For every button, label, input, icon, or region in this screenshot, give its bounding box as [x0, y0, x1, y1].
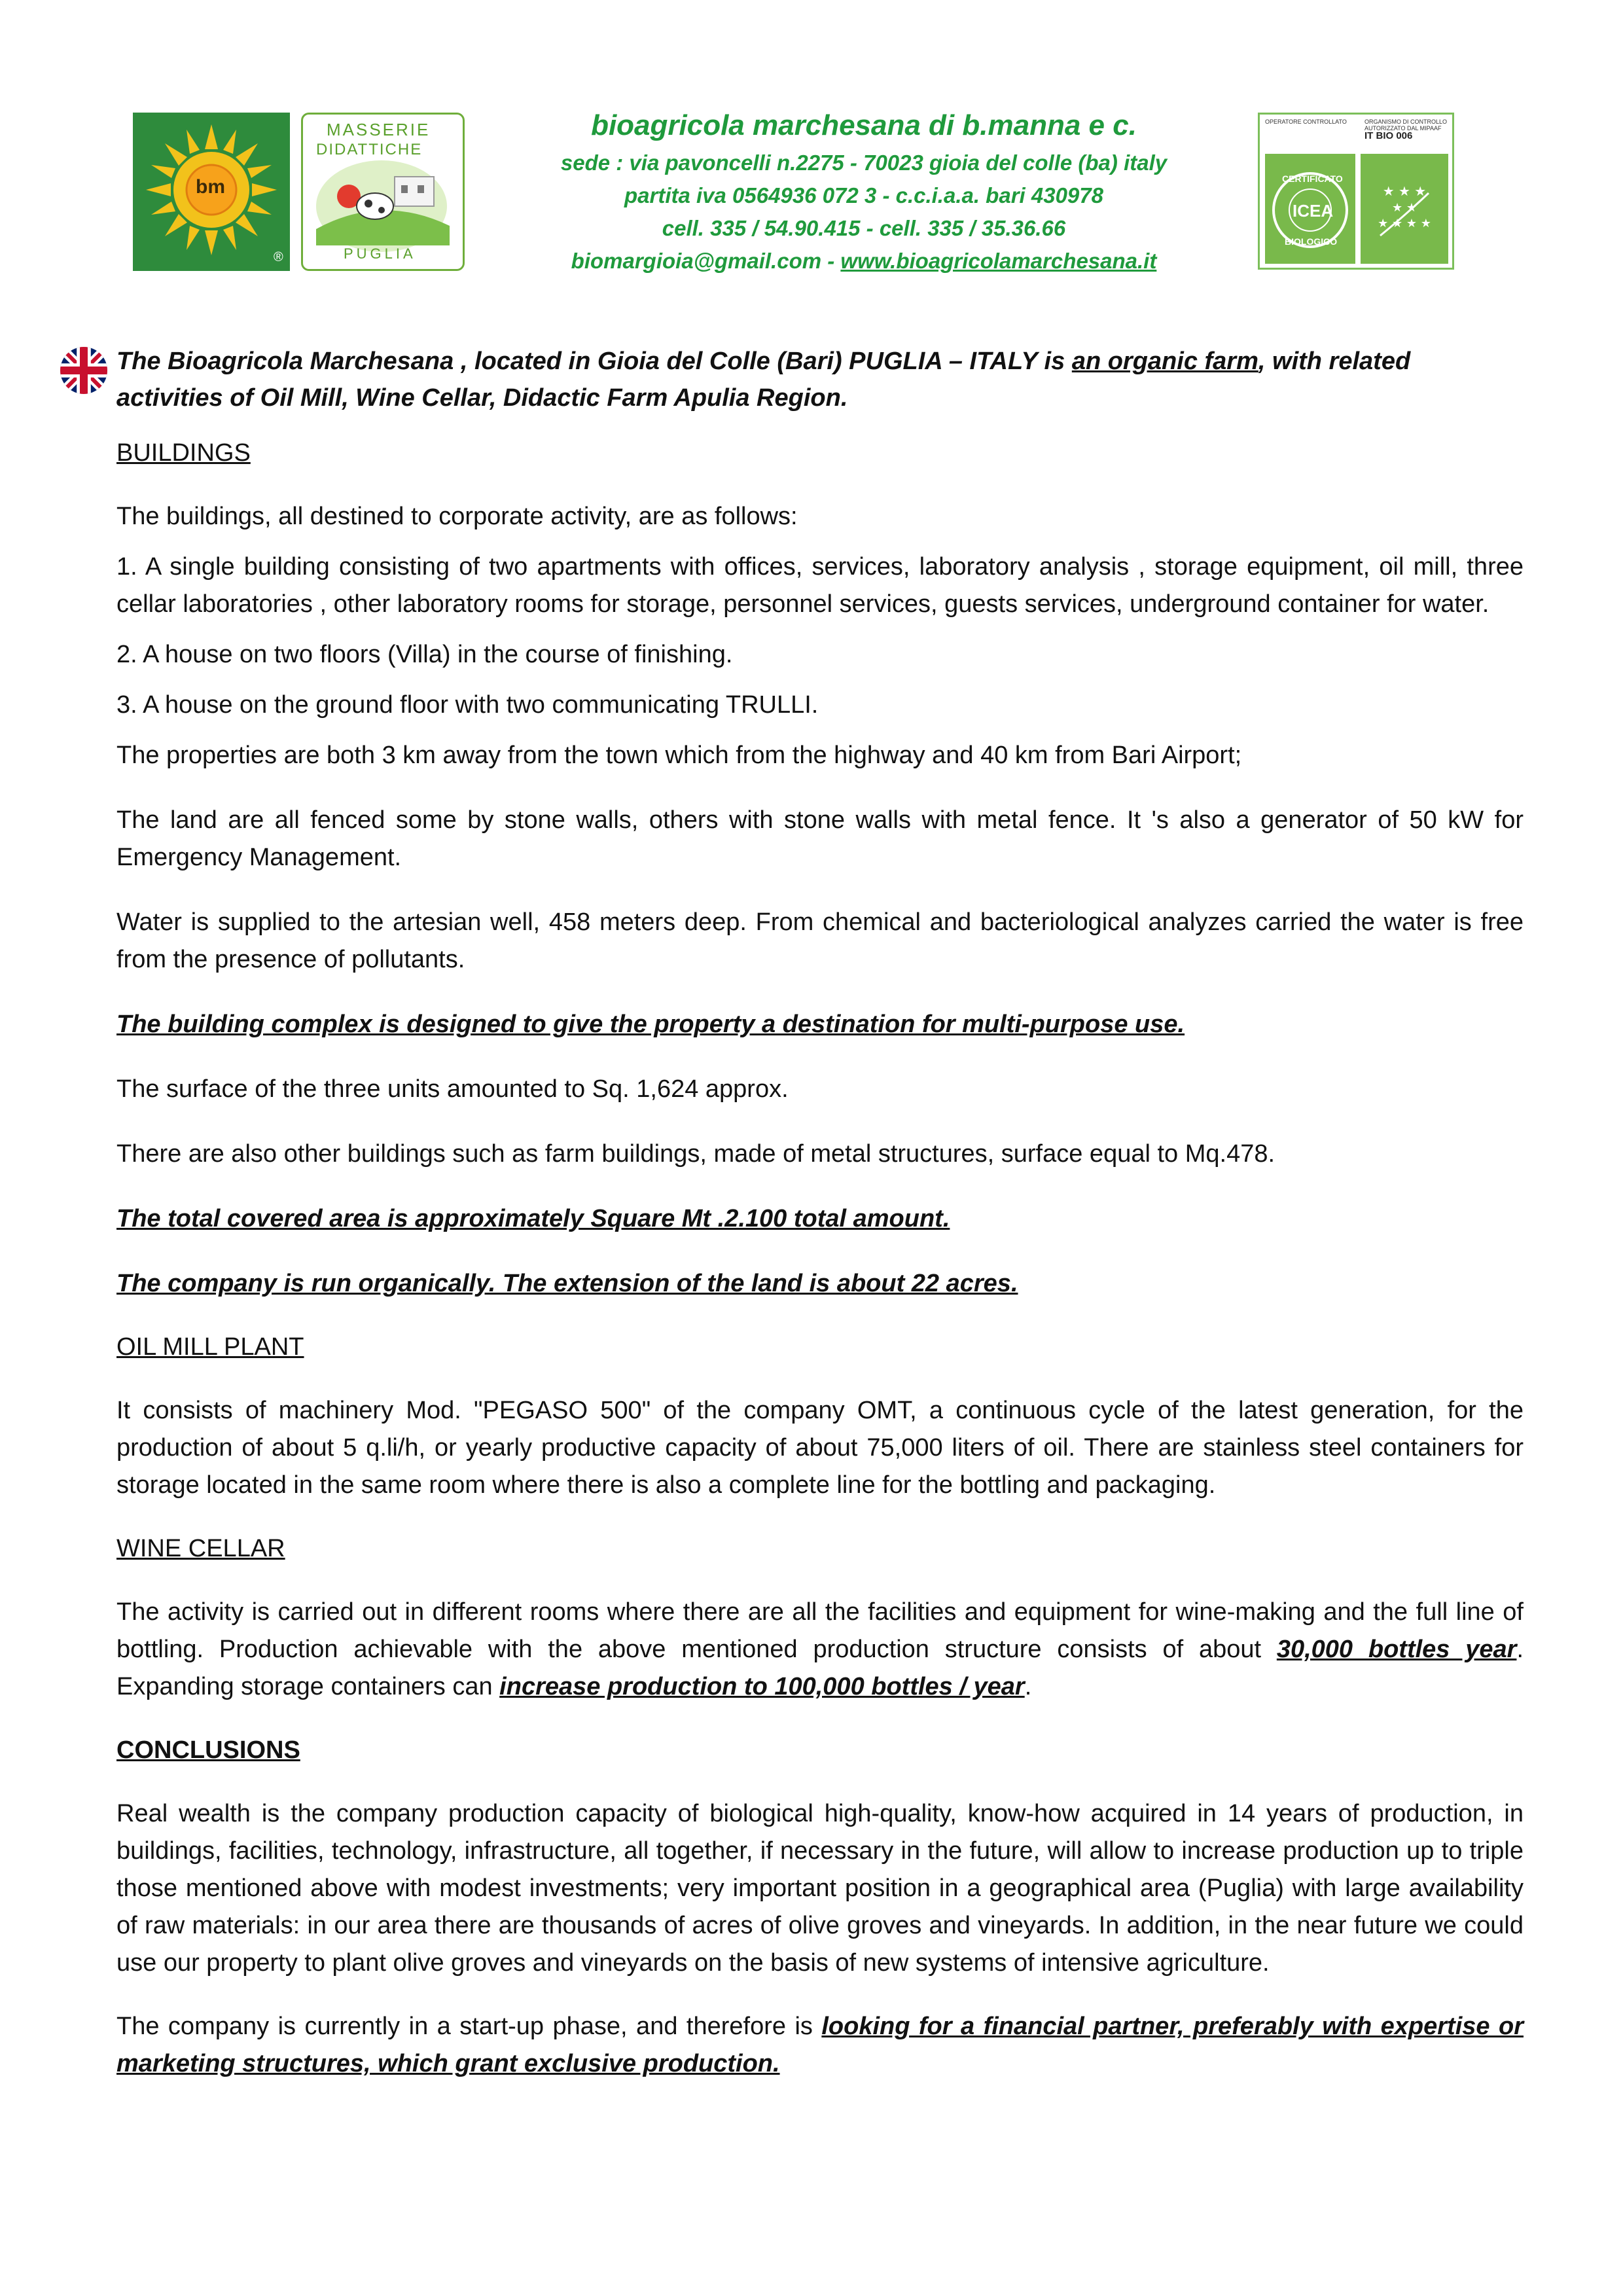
icea-certification-logo: [1258, 113, 1454, 270]
buildings-paragraph-2: 1. A single building consisting of two apartments with offices, services, laboratory analysis , storage equipment, oil mill, three cellar laboratories , other laboratory rooms for storage, personnel services, guests services, underground container for water.: [116, 553, 1524, 618]
intro-organic-farm: an organic farm: [1071, 348, 1258, 375]
buildings-paragraph-5: The properties are both 3 km away from the town which from the highway and 40 km from Bari Airport;: [116, 742, 1242, 769]
company-contacts: [484, 245, 1243, 278]
masserie-didattiche-logo: [301, 113, 465, 271]
document-body: [116, 435, 1524, 2083]
icea-seal: [1265, 154, 1355, 264]
masserie-top-text: MASSERIE: [327, 120, 431, 139]
masserie-mid-text: DIDATTICHE: [316, 141, 423, 158]
company-website-link[interactable]: www.bioagricolamarchesana.it: [840, 249, 1157, 273]
cert-label-right: ORGANISMO DI CONTROLLO AUTORIZZATO DAL MIPAAF: [1364, 118, 1448, 132]
buildings-paragraph-4: 3. A house on the ground floor with two communicating TRULLI.: [116, 691, 819, 719]
buildings-paragraph-9: The surface of the three units amounted to Sq. 1,624 approx.: [116, 1075, 789, 1103]
conclusions-heading: CONCLUSIONS: [116, 1736, 300, 1764]
buildings-highlight-covered-area: The total covered area is approximately Square Mt .2.100 total amount.: [116, 1205, 950, 1232]
wine-cellar-heading: WINE CELLAR: [116, 1535, 285, 1562]
buildings-highlight-organic: The company is run organically. The extension of the land is about 22 acres.: [116, 1270, 1018, 1297]
icea-ring-bottom: BIOLOGICO: [1285, 236, 1338, 247]
icea-labels: [1260, 115, 1452, 154]
buildings-paragraph-10: There are also other buildings such as farm buildings, made of metal structures, surface equal to Mq.478.: [116, 1140, 1275, 1168]
wine-cellar-current-production: 30,000 bottles year: [1276, 1636, 1517, 1663]
masserie-bottom-text: PUGLIA: [344, 245, 416, 262]
intro-text-2: , with related activities of Oil Mill, Wine Cellar, Didactic Farm Apulia Region.: [116, 348, 1411, 412]
company-name: bioagricola marchesana di b.manna e c.: [591, 109, 1137, 141]
buildings-paragraph-7: Water is supplied to the artesian well, 458 meters deep. From chemical and bacteriological analyzes carried the water is free from the presence of pollutants.: [116, 908, 1524, 973]
registered-mark: ®: [274, 250, 283, 264]
svg-text:★ ★ ★: ★ ★ ★: [1382, 183, 1427, 199]
uk-flag-icon: [60, 347, 107, 394]
icea-brand: ICEA: [1293, 201, 1334, 221]
svg-text:★ ★: ★ ★: [1392, 201, 1417, 215]
wine-cellar-text-e: .: [1024, 1673, 1032, 1700]
svg-text:★ ★ ★ ★: ★ ★ ★ ★: [1378, 217, 1431, 230]
conclusions-financial-partner: looking for a financial partner, preferably with expertise or marketing structures, which grant exclusive production.: [116, 2013, 1524, 2077]
company-header: [484, 105, 1243, 278]
buildings-paragraph-3: 2. A house on two floors (Villa) in the course of finishing.: [116, 641, 733, 668]
oil-mill-heading: OIL MILL PLANT: [116, 1333, 304, 1361]
buildings-paragraph-1: The buildings, all destined to corporate activity, are as follows:: [116, 503, 798, 530]
oil-mill-paragraph: It consists of machinery Mod. "PEGASO 500" of the company OMT, a continuous cycle of the latest generation, for the production of about 5 q.li/h, or yearly productive capacity of about 75,000 liters of oil. There are stainless steel containers for storage located in the same room where there is also a complete line for the bottling and packaging.: [116, 1397, 1524, 1499]
wine-cellar-target-production: increase production to 100,000 bottles / year: [499, 1673, 1025, 1700]
intro-text-1: The Bioagricola Marchesana , located in Gioia del Colle (Bari) PUGLIA – ITALY is: [116, 348, 1072, 375]
wine-cellar-text-c: . Expanding storage containers can: [116, 1636, 1524, 1700]
company-vat: partita iva 0564936 072 3 - c.c.i.a.a. bari 430978: [624, 183, 1103, 207]
company-phones: cell. 335 / 54.90.415 - cell. 335 / 35.36.66: [662, 216, 1066, 240]
conclusions-paragraph-2: [116, 2008, 1524, 2083]
company-email[interactable]: biomargioia@gmail.com -: [571, 249, 841, 273]
bm-logo-text: bm: [196, 176, 225, 198]
wine-cellar-text-a: The activity is carried out in different rooms where there are all the facilities and equipment for wine-making and the full line of bottling. Production achievable with the above mentioned production structure consists of about: [116, 1598, 1524, 1663]
wine-cellar-paragraph: [116, 1594, 1524, 1706]
intro-paragraph: [116, 343, 1524, 416]
cert-code: IT BIO 006: [1364, 130, 1413, 141]
conclusions-paragraph-1: Real wealth is the company production capacity of biological high-quality, know-how acquired in 14 years of production, in buildings, facilities, technology, infrastructure, all together, if necessary in the future, will allow to increase production up to triple those mentioned above with modest investments; very important position in a geographical area (Puglia) with large availability of raw materials: in our area there are thousands of acres of olive groves and vineyards. In addition, in the near future we could use our property to plant olive groves and vineyards on the basis of new systems of intensive agriculture.: [116, 1800, 1524, 1977]
company-address: sede : via pavoncelli n.2275 - 70023 gioia del colle (ba) italy: [560, 151, 1168, 175]
eu-organic-leaf-logo: [1361, 154, 1448, 264]
conclusions-text-a: The company is currently in a start-up phase, and therefore is: [116, 2013, 822, 2040]
bm-sun-logo: [133, 113, 290, 271]
icea-ring-top: CERTIFICATO: [1282, 173, 1343, 184]
buildings-paragraph-6: The land are all fenced some by stone walls, others with stone walls with metal fence. It 's also a generator of 50 kW for Emergency Management.: [116, 806, 1524, 871]
buildings-heading: BUILDINGS: [116, 439, 251, 467]
buildings-highlight-multipurpose: The building complex is designed to give the property a destination for multi-purpose use.: [116, 1011, 1185, 1038]
cert-label-left: OPERATORE CONTROLLATO: [1265, 118, 1347, 125]
